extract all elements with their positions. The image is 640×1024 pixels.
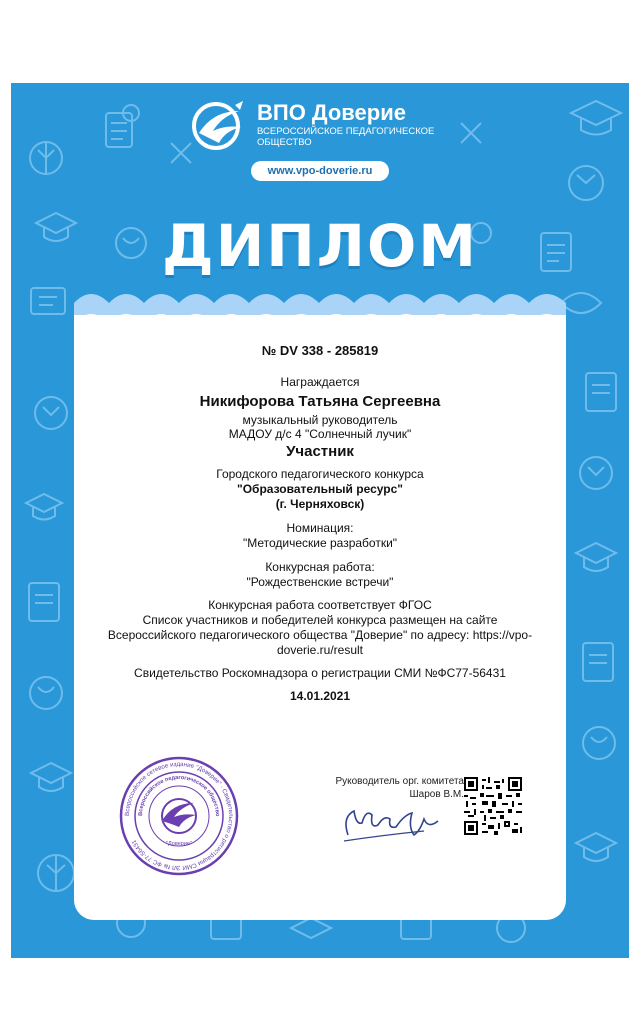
diploma-page: [11, 83, 629, 958]
signatory-name: Шаров В.М.: [409, 789, 464, 800]
viewer-top-margin: [0, 0, 640, 83]
work-label: Конкурсная работа:: [265, 560, 375, 574]
logo-name: ВПО Доверие: [257, 100, 406, 125]
qr-code: [464, 777, 522, 835]
contest-line-1: Городского педагогического конкурса: [216, 467, 424, 481]
signatory-role: Руководитель орг. комитета: [335, 776, 464, 787]
diploma-title: ДИПЛОМ: [162, 212, 478, 280]
nomination-label: Номинация:: [286, 521, 354, 535]
recipient-name: Никифорова Татьяна Сергеевна: [199, 393, 441, 410]
recipient-organization: МАДОУ д/с 4 "Солнечный лучик": [228, 427, 412, 441]
website-url: www.vpo-doverie.ru: [251, 161, 389, 181]
diploma-card: [74, 315, 566, 920]
fgos-note: Конкурсная работа соответствует ФГОС: [208, 598, 432, 612]
viewer-bottom-margin: [0, 958, 640, 1024]
contest-city: (г. Черняховск): [275, 497, 365, 511]
list-note-line-2: Всероссийского педагогического общества "Доверие" по адресу: https://vpo-: [107, 628, 533, 642]
stamp-outer-text: Всероссийское сетевое издание "Доверие" · Свидетельство о регистрации СМИ ЭЛ № ФС 77-56431: [123, 760, 235, 872]
media-certificate: Свидетельство Роскомнадзора о регистрации СМИ №ФС77-56431: [134, 666, 506, 680]
logo-subtitle: ВСЕРОССИЙСКОЕ ПЕДАГОГИЧЕСКОЕ ОБЩЕСТВО: [257, 126, 435, 148]
awarded-label: Награждается: [280, 375, 360, 389]
stamp-inner-text: Всероссийское педагогическое общество: [137, 774, 221, 817]
participant-status: Участник: [286, 443, 354, 460]
recipient-position: музыкальный руководитель: [242, 413, 398, 427]
official-stamp: [118, 755, 240, 877]
contest-name: "Образовательный ресурс": [237, 482, 403, 496]
stamp-center-text: "Доверие": [166, 841, 192, 847]
list-note-line-3: doverie.ru/result: [276, 643, 364, 657]
vpo-logo: [189, 99, 479, 153]
logo-swirl-icon: [189, 99, 251, 153]
handwritten-signature: [336, 795, 446, 851]
list-note-line-1: Список участников и победителей конкурса размещен на сайте: [142, 613, 498, 627]
work-value: "Рождественские встречи": [246, 575, 394, 589]
issue-date: 14.01.2021: [289, 689, 351, 703]
diploma-number: № DV 338 - 285819: [261, 343, 379, 358]
nomination-value: "Методические разработки": [242, 536, 398, 550]
